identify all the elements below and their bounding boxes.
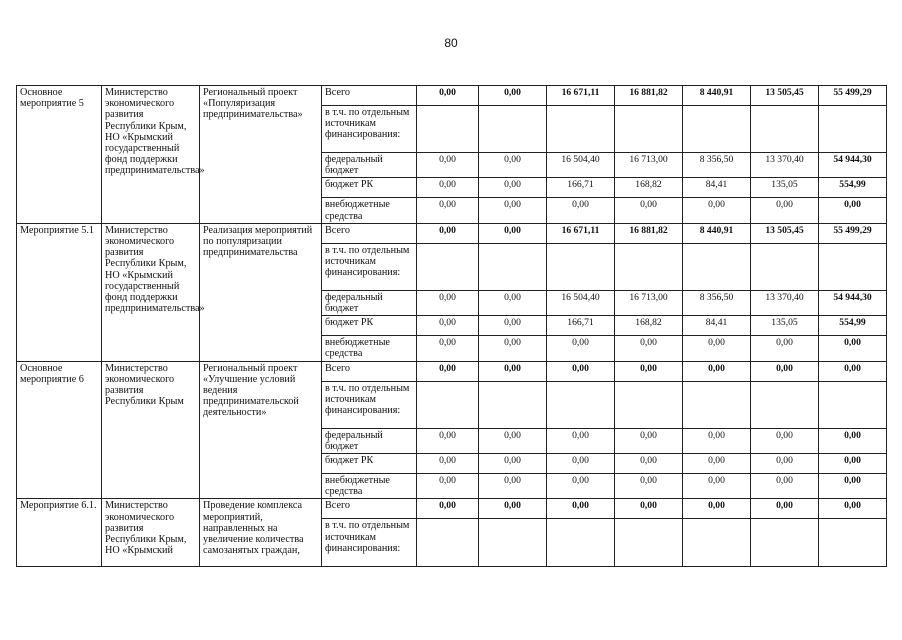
value-cell: 0,00 (819, 361, 887, 381)
funding-table (16, 85, 887, 567)
executor-cell-text: Министерство экономического развития Республики Крым (105, 362, 184, 408)
value-cell: 0,00 (683, 361, 751, 381)
value-cell (751, 243, 819, 290)
value-cell (547, 519, 615, 567)
value-cell: 0,00 (479, 428, 547, 453)
source-label: бюджет РК (322, 178, 417, 198)
value-cell: 0,00 (615, 198, 683, 223)
value-cell (547, 381, 615, 428)
project-cell (200, 499, 322, 567)
source-label: федеральный бюджет (322, 428, 417, 453)
value-cell: 0,00 (819, 474, 887, 499)
value-cell: 0,00 (547, 499, 615, 519)
value-cell: 0,00 (615, 336, 683, 361)
value-cell: 16 713,00 (615, 290, 683, 315)
value-cell: 0,00 (819, 336, 887, 361)
value-cell: 13 505,45 (751, 223, 819, 243)
value-cell (479, 106, 547, 153)
value-cell: 54 944,30 (819, 290, 887, 315)
value-cell: 0,00 (417, 86, 479, 106)
value-cell: 0,00 (417, 290, 479, 315)
source-label: Всего (322, 499, 417, 519)
value-cell (819, 381, 887, 428)
value-cell: 16 504,40 (547, 290, 615, 315)
value-cell (479, 243, 547, 290)
project-cell-text: Региональный проект «Популяризация предпринимательства» (203, 87, 303, 121)
value-cell (417, 243, 479, 290)
value-cell: 0,00 (683, 198, 751, 223)
value-cell: 0,00 (479, 316, 547, 336)
value-cell (819, 106, 887, 153)
value-cell: 0,00 (479, 454, 547, 474)
source-label: Всего (322, 361, 417, 381)
executor-cell (102, 86, 205, 224)
value-cell (751, 519, 819, 567)
value-cell (751, 106, 819, 153)
value-cell: 0,00 (479, 153, 547, 178)
value-cell: 0,00 (615, 499, 683, 519)
value-cell (547, 243, 615, 290)
value-cell: 0,00 (683, 474, 751, 499)
value-cell: 0,00 (683, 336, 751, 361)
table-body (17, 86, 887, 567)
value-cell: 0,00 (417, 428, 479, 453)
value-cell (683, 243, 751, 290)
value-cell: 0,00 (547, 454, 615, 474)
value-cell (479, 381, 547, 428)
value-cell: 54 944,30 (819, 153, 887, 178)
value-cell: 0,00 (417, 316, 479, 336)
value-cell: 0,00 (547, 428, 615, 453)
source-label: федеральный бюджет (322, 290, 417, 315)
value-cell: 0,00 (547, 336, 615, 361)
value-cell: 0,00 (615, 361, 683, 381)
table-row (17, 223, 887, 243)
value-cell: 166,71 (547, 178, 615, 198)
value-cell: 55 499,29 (819, 86, 887, 106)
value-cell: 0,00 (751, 336, 819, 361)
value-cell: 0,00 (479, 336, 547, 361)
value-cell (417, 106, 479, 153)
executor-cell (102, 223, 205, 361)
activity-cell-text: Мероприятие 6.1. (20, 500, 97, 512)
value-cell: 0,00 (819, 499, 887, 519)
activity-cell (17, 86, 102, 224)
value-cell: 0,00 (417, 454, 479, 474)
value-cell (683, 106, 751, 153)
value-cell: 16 504,40 (547, 153, 615, 178)
value-cell: 8 356,50 (683, 290, 751, 315)
source-label: внебюджетные средства (322, 474, 417, 499)
source-label: в т.ч. по отдельным источникам финансирования: (322, 519, 417, 567)
project-cell (200, 361, 322, 499)
value-cell: 0,00 (417, 153, 479, 178)
value-cell: 16 671,11 (547, 223, 615, 243)
source-label: федеральный бюджет (322, 153, 417, 178)
value-cell: 0,00 (751, 474, 819, 499)
activity-cell (17, 361, 102, 499)
value-cell: 0,00 (683, 499, 751, 519)
value-cell: 0,00 (479, 361, 547, 381)
value-cell: 0,00 (479, 198, 547, 223)
value-cell (683, 519, 751, 567)
value-cell (751, 381, 819, 428)
value-cell: 0,00 (819, 198, 887, 223)
value-cell: 16 881,82 (615, 223, 683, 243)
value-cell (479, 519, 547, 567)
value-cell: 166,71 (547, 316, 615, 336)
value-cell: 8 356,50 (683, 153, 751, 178)
value-cell: 135,05 (751, 178, 819, 198)
value-cell: 0,00 (751, 454, 819, 474)
source-label: в т.ч. по отдельным источникам финансирования: (322, 106, 417, 153)
value-cell: 0,00 (819, 428, 887, 453)
value-cell: 13 370,40 (751, 290, 819, 315)
executor-cell-text: Министерство экономического развития Республики Крым, НО «Крымский государственный фонд поддержки предпринимательства» (105, 224, 205, 315)
value-cell: 0,00 (479, 86, 547, 106)
value-cell: 135,05 (751, 316, 819, 336)
value-cell: 0,00 (417, 499, 479, 519)
value-cell: 554,99 (819, 316, 887, 336)
value-cell: 0,00 (751, 499, 819, 519)
value-cell: 0,00 (751, 428, 819, 453)
value-cell: 0,00 (479, 474, 547, 499)
value-cell: 0,00 (479, 499, 547, 519)
value-cell: 8 440,91 (683, 86, 751, 106)
value-cell: 16 881,82 (615, 86, 683, 106)
value-cell: 8 440,91 (683, 223, 751, 243)
executor-cell-text: Министерство экономического развития Республики Крым, НО «Крымский государственный фонд поддержки предпринимательства» (105, 87, 205, 177)
activity-cell-text: Основное мероприятие 5 (20, 87, 84, 110)
activity-cell-text: Основное мероприятие 6 (20, 362, 84, 385)
value-cell: 0,00 (615, 428, 683, 453)
value-cell: 0,00 (417, 198, 479, 223)
value-cell: 0,00 (417, 178, 479, 198)
source-label: Всего (322, 223, 417, 243)
value-cell: 16 671,11 (547, 86, 615, 106)
value-cell: 0,00 (417, 361, 479, 381)
value-cell: 168,82 (615, 316, 683, 336)
value-cell: 13 370,40 (751, 153, 819, 178)
table-row (17, 499, 887, 519)
source-label: в т.ч. по отдельным источникам финансирования: (322, 243, 417, 290)
project-cell-text: Проведение комплекса мероприятий, направленных на увеличение количества самозанятых граждан, (203, 500, 304, 557)
project-cell (200, 86, 322, 224)
source-label: бюджет РК (322, 316, 417, 336)
value-cell: 0,00 (417, 336, 479, 361)
value-cell (547, 106, 615, 153)
value-cell: 16 713,00 (615, 153, 683, 178)
value-cell: 0,00 (547, 198, 615, 223)
project-cell-text: Реализация мероприятий по популяризации предпринимательства (203, 224, 313, 259)
value-cell: 0,00 (417, 474, 479, 499)
value-cell: 0,00 (615, 474, 683, 499)
value-cell: 0,00 (417, 223, 479, 243)
table-row (17, 86, 887, 106)
source-label: внебюджетные средства (322, 198, 417, 223)
value-cell (417, 519, 479, 567)
source-label: внебюджетные средства (322, 336, 417, 361)
project-cell-text: Региональный проект «Улучшение условий ведения предпринимательской деятельности» (203, 362, 299, 419)
executor-cell-text: Министерство экономического развития Республики Крым, НО «Крымский (105, 500, 187, 557)
value-cell: 554,99 (819, 178, 887, 198)
source-label: в т.ч. по отдельным источникам финансирования: (322, 381, 417, 428)
value-cell: 84,41 (683, 178, 751, 198)
value-cell: 0,00 (683, 454, 751, 474)
value-cell (615, 106, 683, 153)
value-cell: 0,00 (547, 361, 615, 381)
activity-cell (17, 499, 102, 567)
value-cell: 0,00 (479, 290, 547, 315)
value-cell: 0,00 (819, 454, 887, 474)
value-cell: 0,00 (547, 474, 615, 499)
value-cell (819, 243, 887, 290)
value-cell: 0,00 (751, 198, 819, 223)
page-number: 80 (444, 36, 458, 50)
value-cell: 168,82 (615, 178, 683, 198)
table-row (17, 361, 887, 381)
value-cell: 0,00 (479, 178, 547, 198)
value-cell: 0,00 (751, 361, 819, 381)
value-cell: 0,00 (479, 223, 547, 243)
value-cell (819, 519, 887, 567)
activity-cell (17, 223, 102, 361)
executor-cell (102, 361, 200, 499)
value-cell (683, 381, 751, 428)
activity-cell-text: Мероприятие 5.1 (20, 224, 95, 236)
value-cell: 84,41 (683, 316, 751, 336)
source-label: бюджет РК (322, 454, 417, 474)
source-label: Всего (322, 86, 417, 106)
value-cell: 13 505,45 (751, 86, 819, 106)
value-cell (615, 519, 683, 567)
value-cell: 0,00 (615, 454, 683, 474)
value-cell (615, 381, 683, 428)
value-cell (417, 381, 479, 428)
value-cell: 55 499,29 (819, 223, 887, 243)
value-cell (615, 243, 683, 290)
executor-cell (102, 499, 200, 567)
value-cell: 0,00 (683, 428, 751, 453)
project-cell (200, 223, 322, 361)
